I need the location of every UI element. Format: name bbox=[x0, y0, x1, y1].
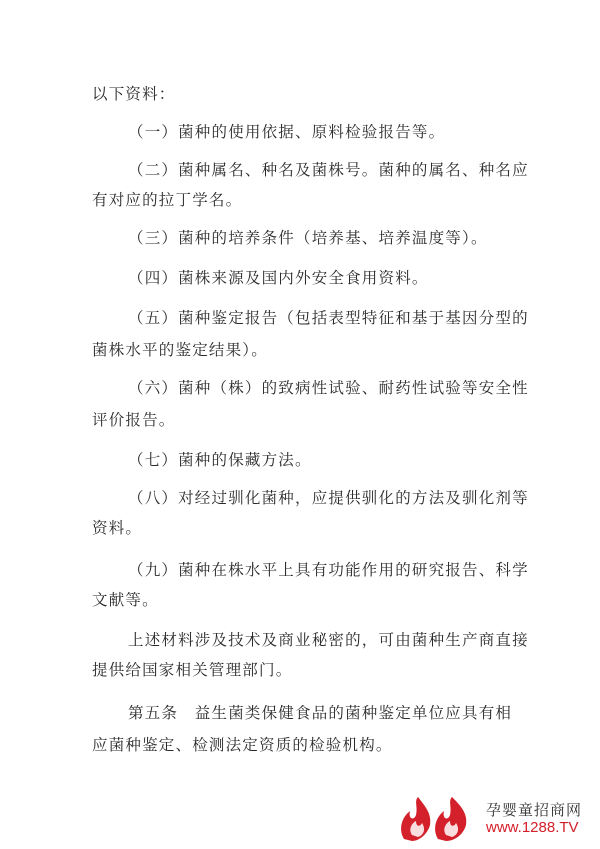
text-line: 有对应的拉丁学名。 bbox=[92, 191, 243, 209]
text-line: 文献等。 bbox=[92, 591, 159, 609]
text-line: （一）菌种的使用依据、原料检验报告等。 bbox=[128, 123, 446, 141]
watermark-site-name: 孕婴童招商网 bbox=[486, 801, 583, 819]
text-line: （九）菌种在株水平上具有功能作用的研究报告、科学 bbox=[128, 561, 529, 579]
text-line: 评价报告。 bbox=[92, 411, 176, 429]
watermark-url: www.1288.TV bbox=[486, 819, 579, 836]
fire-logo-icon bbox=[394, 795, 484, 843]
text-line: （三）菌种的培养条件（培养基、培养温度等）。 bbox=[128, 229, 488, 247]
text-line: （八）对经过驯化菌种，应提供驯化的方法及驯化剂等 bbox=[128, 489, 529, 507]
text-line: （二）菌种属名、种名及菌株号。菌种的属名、种名应 bbox=[128, 161, 529, 179]
text-line: 第五条 益生菌类保健食品的菌种鉴定单位应具有相 bbox=[128, 704, 513, 722]
text-line: 以下资料： bbox=[92, 85, 176, 103]
text-line: （四）菌株来源及国内外安全食用资料。 bbox=[128, 269, 429, 287]
text-line: （五）菌种鉴定报告（包括表型特征和基于基因分型的 bbox=[128, 309, 529, 327]
text-line: 上述材料涉及技术及商业秘密的，可由菌种生产商直接 bbox=[128, 631, 529, 649]
site-watermark bbox=[394, 795, 594, 843]
text-line: （七）菌种的保藏方法。 bbox=[128, 451, 312, 469]
text-line: 应菌种鉴定、检测法定资质的检验机构。 bbox=[92, 736, 393, 754]
text-line: 菌株水平的鉴定结果）。 bbox=[92, 341, 268, 359]
text-line: （六）菌种（株）的致病性试验、耐药性试验等安全性 bbox=[128, 379, 529, 397]
text-line: 资料。 bbox=[92, 519, 143, 537]
text-line: 提供给国家相关管理部门。 bbox=[92, 661, 293, 679]
